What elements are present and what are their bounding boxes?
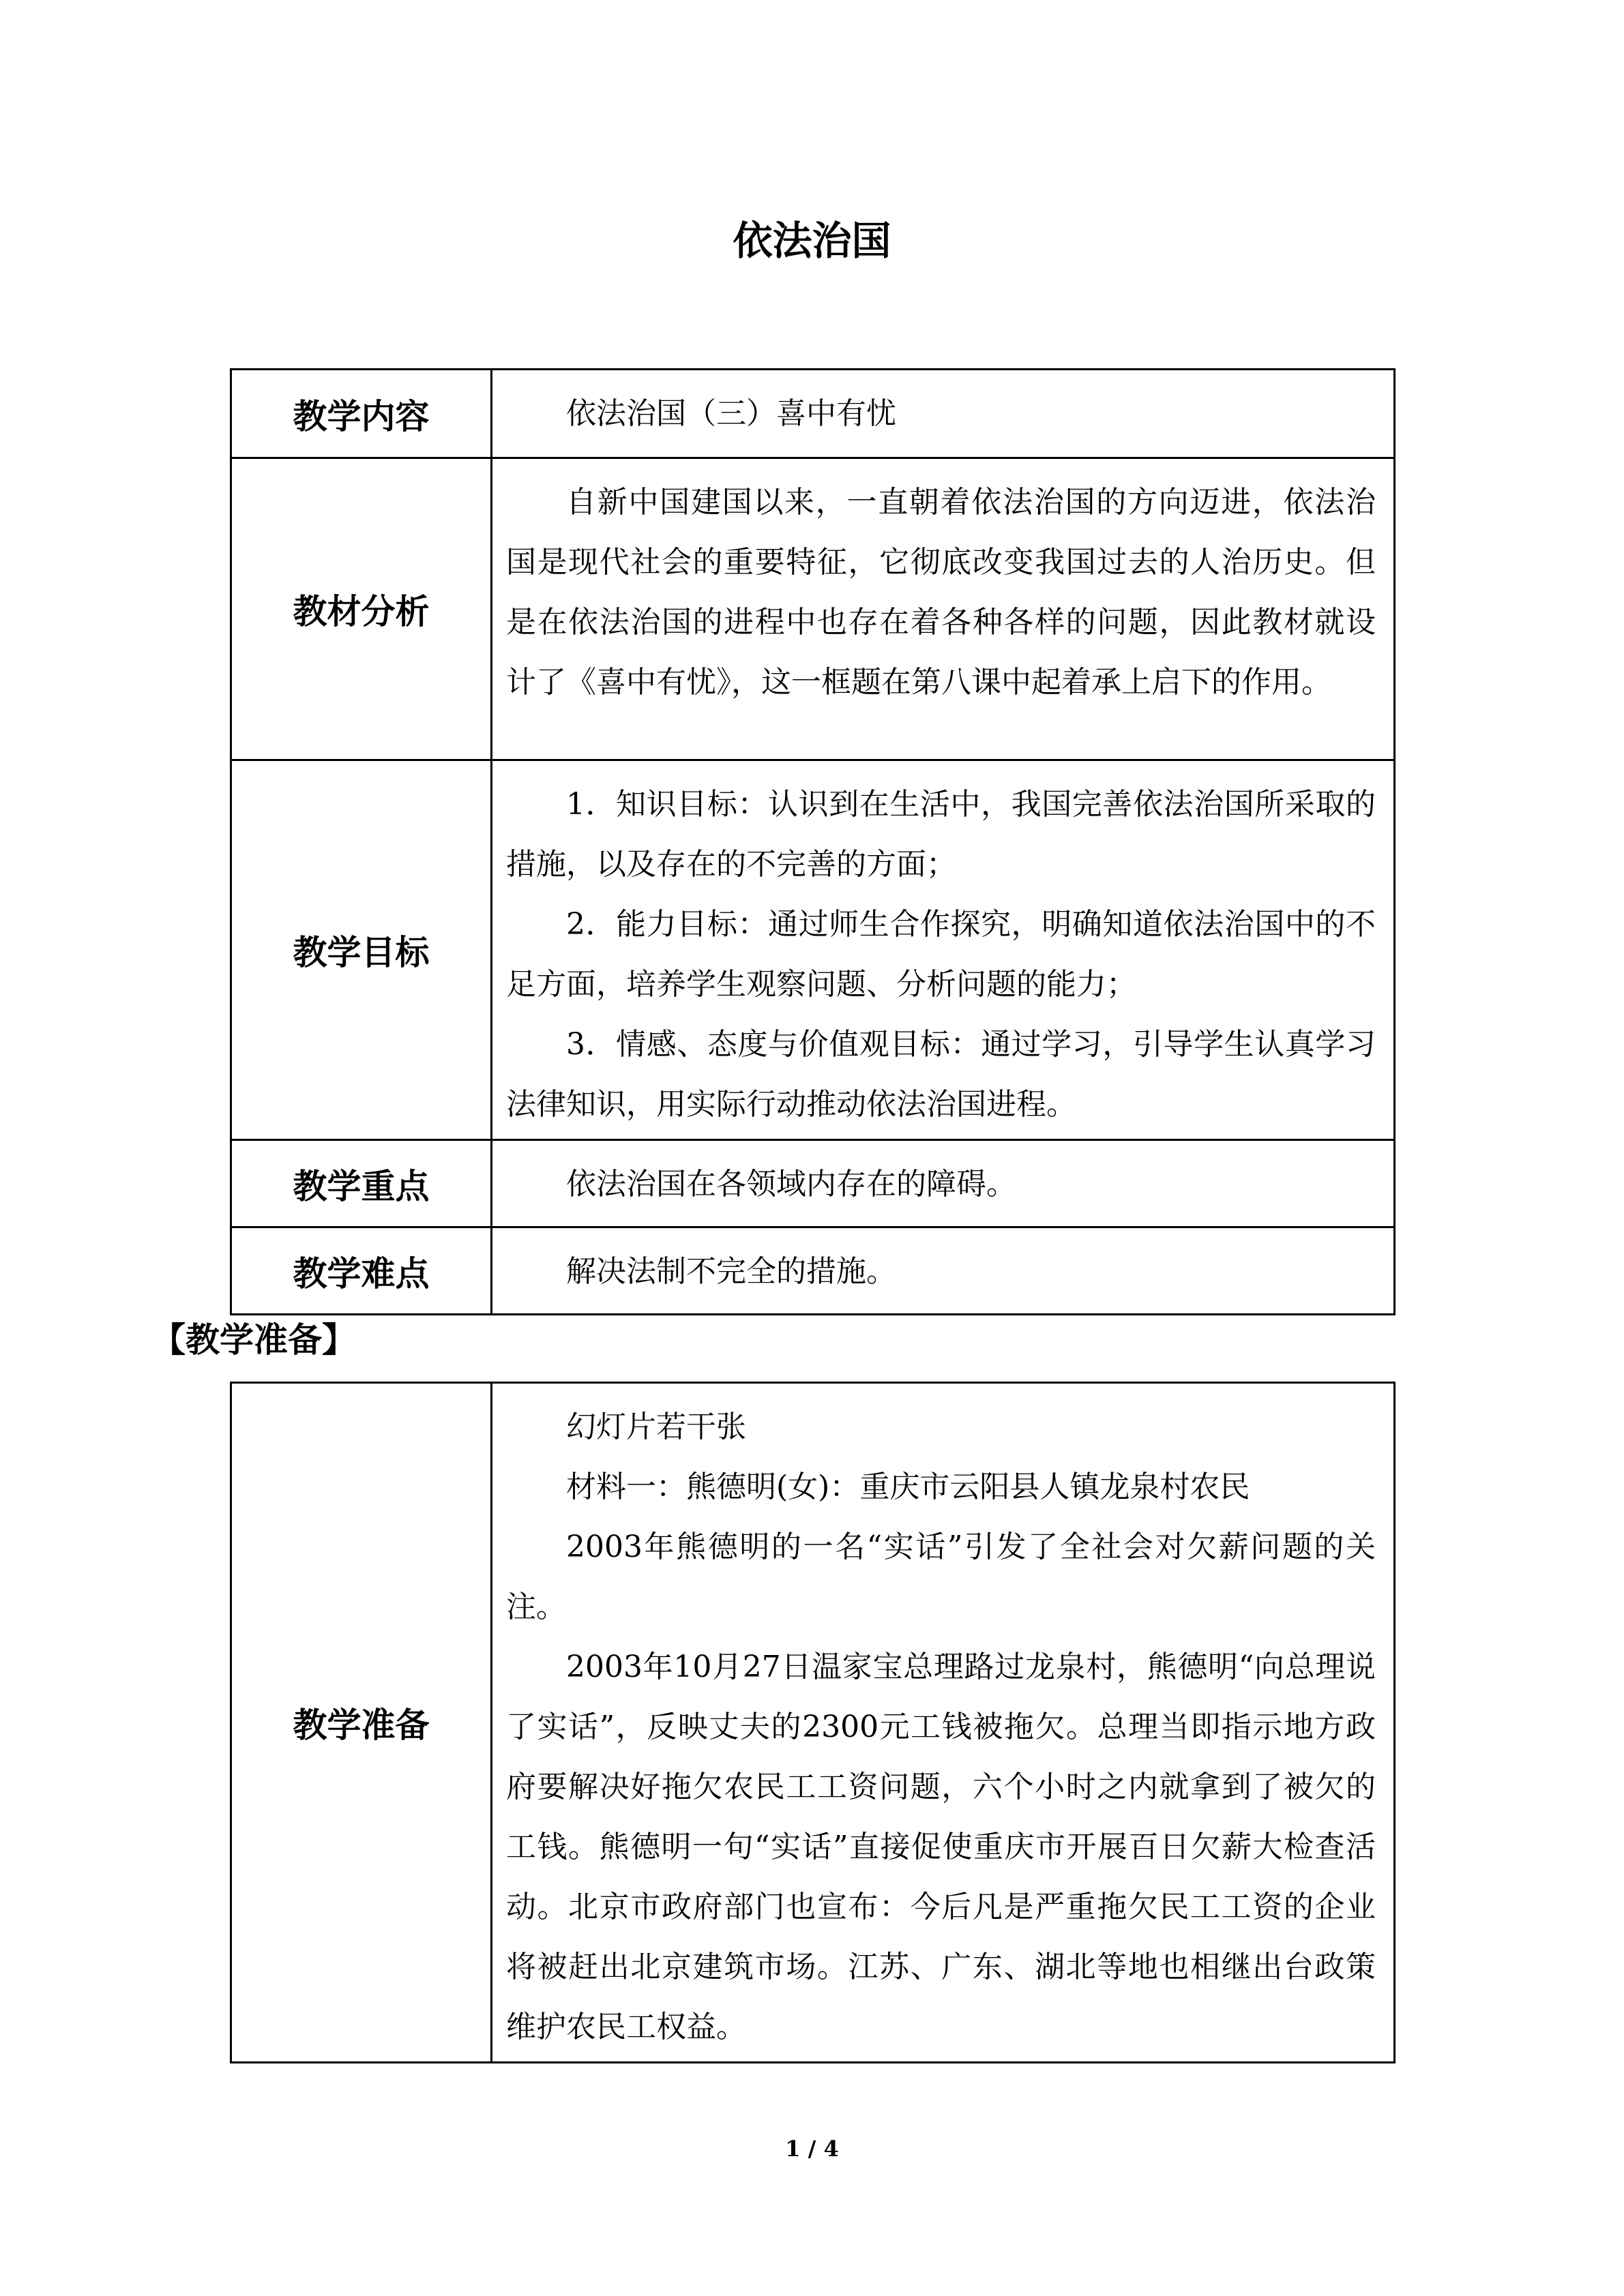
paragraph: 2．能力目标：通过师生合作探究，明确知道依法治国中的不足方面，培养学生观察问题、分析问题的能力； <box>506 907 1376 1002</box>
table-row-teaching-content <box>231 370 1395 458</box>
teaching-preparation-table <box>230 1382 1396 2063</box>
paragraph: 2003年10月27日温家宝总理路过龙泉村，熊德明“向总理说了实话”，反映丈夫的2300元工钱被拖欠。总理当即指示地方政府要解决好拖欠农民工工资问题，六个小时之内就拿到了被欠的工钱。熊德明一句“实话”直接促使重庆市开展百日欠薪大检查活动。北京市政府部门也宣布：今后凡是严重拖欠民工工资的企业将被赶出北京建筑市场。江苏、广东、湖北等地也相继出台政策维护农民工权益。 <box>506 1650 1376 2044</box>
paragraph: 依法治国（三）喜中有忧 <box>566 396 896 431</box>
paragraph: 2003年熊德明的一名“实话”引发了全社会对欠薪问题的关注。 <box>506 1530 1376 1624</box>
paragraph: 幻灯片若干张 <box>566 1410 746 1444</box>
table-row-difficult-points <box>231 1227 1395 1315</box>
row-label-textbook-analysis: 教材分析 <box>231 458 492 760</box>
row-label-teaching-preparation: 教学准备 <box>231 1383 492 2063</box>
paragraph: 材料一：熊德明(女)：重庆市云阳县人镇龙泉村农民 <box>566 1470 1250 1504</box>
row-content-textbook-analysis <box>492 458 1395 760</box>
section-heading-teaching-preparation: 【教学准备】 <box>151 1320 356 1360</box>
paragraph: 1．知识目标：认识到在生活中，我国完善依法治国所采取的措施，以及存在的不完善的方面； <box>506 787 1376 882</box>
row-content-teaching-preparation <box>492 1383 1395 2063</box>
lesson-plan-table <box>230 368 1396 1315</box>
table-row-teaching-objectives <box>231 760 1395 1140</box>
row-content-key-points <box>492 1140 1395 1227</box>
row-label-teaching-content: 教学内容 <box>231 370 492 458</box>
document-title: 依法治国 <box>733 218 891 264</box>
row-content-teaching-content <box>492 370 1395 458</box>
paragraph: 3．情感、态度与价值观目标：通过学习，引导学生认真学习法律知识，用实际行动推动依法治国进程。 <box>506 1027 1376 1122</box>
row-label-teaching-objectives: 教学目标 <box>231 760 492 1140</box>
paragraph: 解决法制不完全的措施。 <box>566 1254 896 1289</box>
row-content-teaching-objectives <box>492 760 1395 1140</box>
row-label-key-points: 教学重点 <box>231 1140 492 1227</box>
page-number: 1 / 4 <box>785 2136 839 2162</box>
row-label-difficult-points: 教学难点 <box>231 1227 492 1315</box>
table-row-teaching-preparation <box>231 1383 1395 2063</box>
paragraph: 自新中国建国以来，一直朝着依法治国的方向迈进，依法治国是现代社会的重要特征，它彻底改变我国过去的人治历史。但是在依法治国的进程中也存在着各种各样的问题，因此教材就设计了《喜中有忧》，这一框题在第八课中起着承上启下的作用。 <box>506 485 1376 700</box>
table-row-key-points <box>231 1140 1395 1227</box>
table-row-textbook-analysis <box>231 458 1395 760</box>
row-content-difficult-points <box>492 1227 1395 1315</box>
paragraph: 依法治国在各领域内存在的障碍。 <box>566 1167 1016 1202</box>
